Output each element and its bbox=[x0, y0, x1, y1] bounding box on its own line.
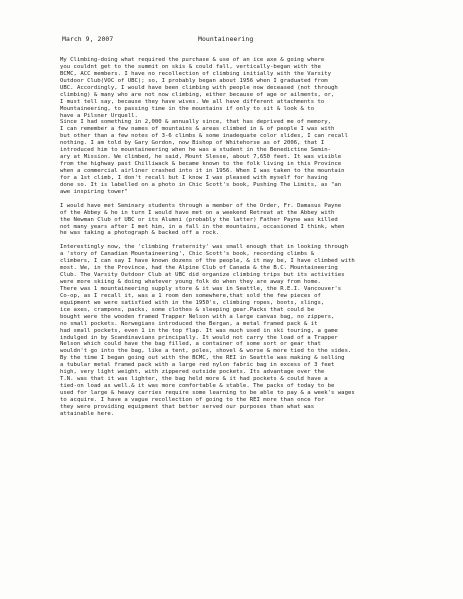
text-line: Nelson which could have the bag filled, a container of some sort or gear that bbox=[60, 341, 321, 348]
text-line: BCMC, ACC members. I have no recollection of climbing initially with the Varsity bbox=[60, 70, 332, 77]
text-line: nothing. I am told by Gary Gordon, now Bishop of Whitehorse as of 2006, that I bbox=[60, 140, 325, 147]
text-line: My Climbing-doing what required the purchase & use of an ice axe & going where bbox=[60, 57, 325, 63]
text-line: had small pockets, even 1 in the top flap. It was much used in ski touring, a game bbox=[60, 327, 338, 334]
text-line: they were providing equipment that better served our purposes than what was bbox=[60, 403, 315, 410]
text-line: Since I had something in 2,000 & annually since, that has deprived me of memory, bbox=[60, 119, 332, 126]
text-line: when a commercial airliner crashed into it in 1956. When I was taken to the mountain bbox=[60, 168, 345, 174]
text-line: Club. The Varsity Outdoor Club at UBC did organize climbing trips but its activities bbox=[60, 272, 345, 279]
text-line: UBC. Accordingly, I would have been climbing with people now deceased (not through bbox=[60, 84, 338, 91]
paragraph-3 bbox=[60, 244, 440, 417]
text-line: wouldn't go into the bag, like a tent, poles, shovel & worse & more tied to the sides. bbox=[60, 348, 352, 355]
text-line: most. We, in the Province, had the Alpine Club of Canada & the B.C. Mountaineering bbox=[60, 265, 338, 272]
text-line: for a 1st climb, I don't recall but I know I was pleased with myself for having bbox=[60, 174, 328, 181]
paragraph-1 bbox=[60, 57, 440, 196]
text-line: introduced him to mountaineering when he was a student in the Benedictine Semin- bbox=[60, 147, 332, 154]
text-line: climbing) & many who are not now climbing, either because of age or ailments, or, bbox=[60, 91, 335, 98]
text-line: to acquire. I have a vague recollection of going to the REI more than once for bbox=[60, 396, 325, 403]
document-title: Mountaineering bbox=[198, 35, 254, 43]
text-line: were more skiing & doing whatever young folk do when they are away from home. bbox=[60, 279, 321, 285]
text-line: you couldnt get to the summit on skis & could fall, vertically-began with the bbox=[60, 63, 321, 70]
text-line: ary at Mission. We climbed, he said, Mount Slesse, about 7,650 feet. It was visible bbox=[60, 154, 342, 161]
paragraph-gap bbox=[60, 237, 440, 244]
text-line: done so. It is labelled on a photo in Chic Scott's book, Pushing The Limits, as "an bbox=[60, 181, 342, 188]
text-line: high, very light weight, with zippered outside pockets. Its advantage over the bbox=[60, 369, 325, 376]
text-line: There was 1 mountaineering supply store & it was in Seattle, the R.E.I. Vancouver's bbox=[60, 285, 342, 292]
text-line: he was taking a photograph & backed off a rock. bbox=[60, 230, 220, 237]
text-line: Outdoor Club(VOC of UBC); so, I probably began about 1956 when I graduated from bbox=[60, 77, 328, 84]
paragraph-gap bbox=[60, 196, 440, 203]
text-line: climbers, I can say I have known dozens of the people, & it may be, I have climbed with bbox=[60, 258, 355, 265]
text-line: the Newman Club of UBC or its Alumni (probably the latter) Father Payne was killed bbox=[60, 216, 338, 223]
text-line: used for large & heavy carries require some learning to be able to pay & a week's wages bbox=[60, 390, 355, 396]
text-line: but other than a few notes of 3-6 climbs & some inadequate color slides, I can recall bbox=[60, 133, 348, 140]
document-body bbox=[60, 57, 440, 418]
text-line: awe inspiring tower" bbox=[60, 188, 128, 195]
text-line: equipment we were satisfied with in the 1950's, climbing ropes, boots, slings, bbox=[60, 299, 325, 306]
text-line: I can remember a few names of mountains & areas climbed in & of people I was with bbox=[60, 126, 335, 133]
text-line: I must tell say, because they have wives. We all have different attachments to bbox=[60, 98, 325, 105]
text-line: Co-op, as I recall it, was a 1 room den somewhere,that sold the few pieces of bbox=[60, 292, 321, 299]
document-date: March 9, 2007 bbox=[62, 35, 114, 43]
text-line: a tubular metal framed pack with a large red nylon fabric bag in excess of 3 feet bbox=[60, 362, 335, 369]
text-line: Interestingly now, the 'climbing fraternity' was small enough that in looking through bbox=[60, 244, 348, 251]
text-line: I would have met Seminary students through a member of the Order, Fr. Damasus Payne bbox=[60, 202, 342, 209]
paragraph-2 bbox=[60, 203, 440, 238]
text-line: no small pockets. Norwegians introduced the Bergan, a metal framed pack & it bbox=[60, 320, 318, 327]
text-line: ice axes, crampons, packs, some clothes & sleeping gear.Packs that could be bbox=[60, 306, 315, 313]
text-line: T.N. was that it was lighter, the bag held more & it had pockets & could have a bbox=[60, 376, 328, 383]
text-line: indulged in by Scandinavians principally. It would not carry the load of a Trapper bbox=[60, 334, 338, 341]
text-line: tied-on load as well.& it was more comfortable & stable. The packs of today to be bbox=[60, 383, 335, 390]
text-line: have a Pilsner Urquell. bbox=[60, 112, 138, 119]
text-line: By the time I began going out with the BCMC, the REI in Seattle was making & selling bbox=[60, 355, 345, 362]
text-line: Mountaineering, to passing time in the mountains if only to sit & look & to bbox=[60, 105, 315, 112]
text-line: a 'story of Canadian Mountaineering', Chic Scott's book, recording climbs & bbox=[60, 251, 315, 258]
text-line: from the highway past Chilliwack & became known to the folk living in this Province bbox=[60, 161, 342, 168]
text-line: bought were the wooden framed Trapper Nelson with a large canvas bag, no zippers, bbox=[60, 313, 335, 320]
text-line: not many years after I met him, in a fall in the mountains, occasioned I think, when bbox=[60, 223, 345, 230]
text-line: attainable here. bbox=[60, 410, 115, 417]
text-line: of the Abbey & he in turn I would have met on a weekend Retreat at the Abbey with bbox=[60, 209, 335, 216]
